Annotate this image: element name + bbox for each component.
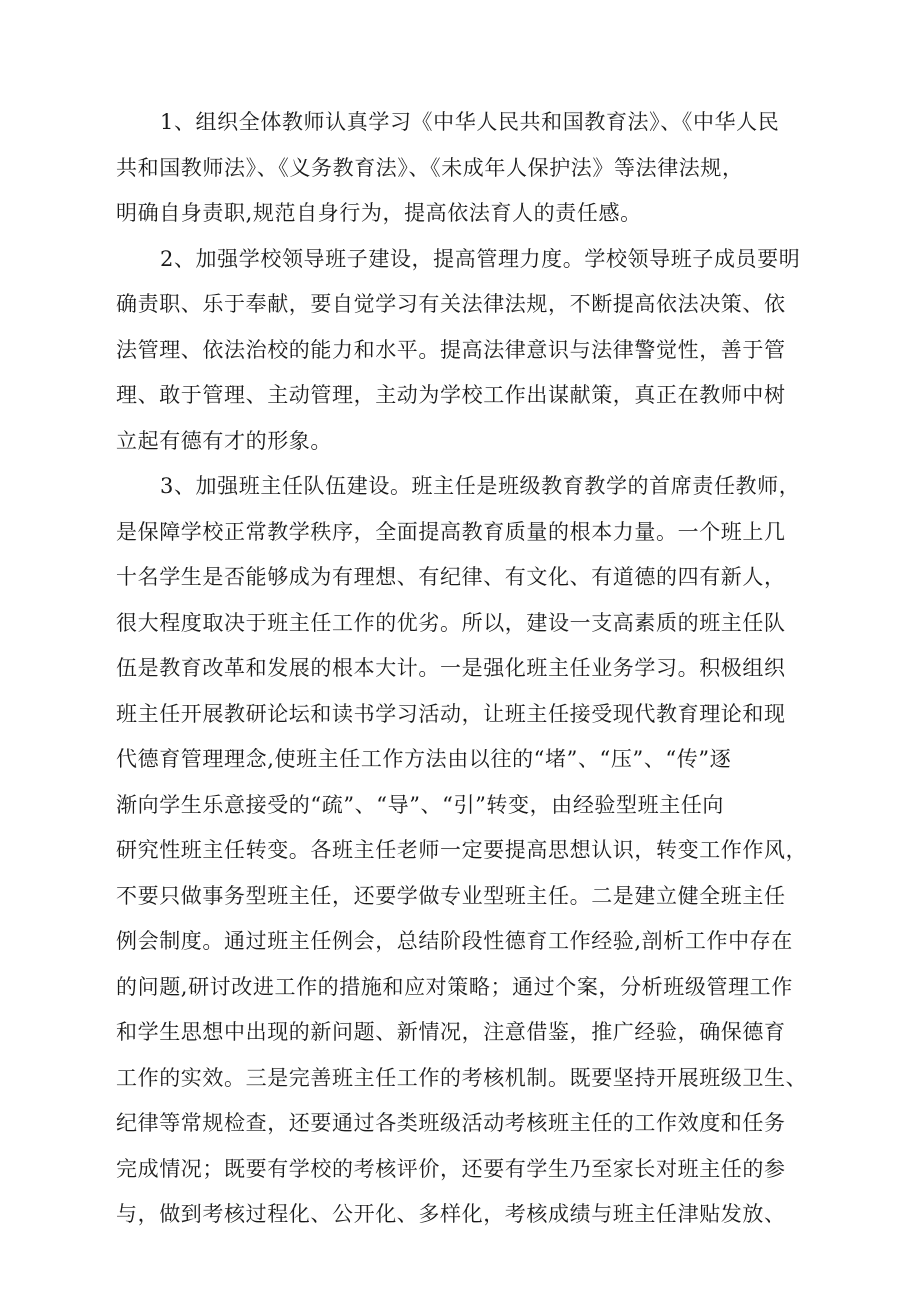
paragraph-line: 伍是教育改革和发展的根本大计。一是强化班主任业务学习。积极组织	[116, 656, 786, 680]
paragraph-line: 的问题,研讨改进工作的措施和应对策略；通过个案，分析班级管理工作	[116, 974, 793, 999]
paragraph-line: 代德育管理理念,使班主任工作方法由以往的“堵”、“压”、“传”逐	[116, 747, 732, 771]
paragraph-line: 纪律等常规检查，还要通过各类班级活动考核班主任的工作效度和任务	[116, 1111, 786, 1135]
paragraph-3	[116, 464, 836, 1238]
paragraph-line: 研究性班主任转变。各班主任老师一定要提高思想认识，转变工作作风，	[116, 838, 808, 862]
paragraph-line: 与，做到考核过程化、公开化、多样化，考核成绩与班主任津贴发放、	[116, 1202, 786, 1226]
paragraph-line: 共和国教师法》、《义务教育法》、《未成年人保护法》等法律法规，	[116, 155, 744, 180]
paragraph-line: 是保障学校正常教学秩序，全面提高教育质量的根本力量。一个班上几	[116, 519, 786, 544]
paragraph-line: 例会制度。通过班主任例会，总结阶段性德育工作经验,剖析工作中存在	[116, 929, 793, 953]
paragraph-line: 2、加强学校领导班子建设，提高管理力度。学校领导班子成员要明	[160, 246, 801, 271]
paragraph-1	[116, 100, 836, 237]
paragraph-line: 十名学生是否能够成为有理想、有纪律、有文化、有道德的四有新人，	[116, 565, 786, 589]
paragraph-2	[116, 237, 836, 465]
paragraph-line: 完成情况；既要有学校的考核评价，还要有学生乃至家长对班主任的参	[116, 1156, 786, 1181]
paragraph-line: 立起有德有才的形象。	[116, 428, 332, 453]
paragraph-line: 不要只做事务型班主任，还要学做专业型班主任。二是建立健全班主任	[116, 883, 786, 908]
paragraph-line: 3、加强班主任队伍建设。班主任是班级教育教学的首席责任教师，	[160, 474, 801, 498]
paragraph-line: 法管理、依法治校的能力和水平。提高法律意识与法律警觉性，善于管	[116, 337, 786, 362]
paragraph-line: 明确自身责职,规范自身行为，提高依法育人的责任感。	[116, 201, 642, 225]
paragraph-line: 确责职、乐于奉献，要自觉学习有关法律法规，不断提高依法决策、依	[116, 292, 786, 316]
paragraph-line: 班主任开展教研论坛和读书学习活动，让班主任接受现代教育理论和现	[116, 701, 786, 726]
paragraph-line: 理、敢于管理、主动管理，主动为学校工作出谋献策，真正在教师中树	[116, 383, 786, 407]
paragraph-line: 工作的实效。三是完善班主任工作的考核机制。既要坚持开展班级卫生、	[116, 1065, 808, 1090]
document-body	[116, 100, 836, 1238]
paragraph-line: 渐向学生乐意接受的“疏”、“导”、“引”转变，由经验型班主任向	[116, 792, 725, 817]
paragraph-line: 1、组织全体教师认真学习《中华人民共和国教育法》、《中华人民	[160, 110, 780, 134]
paragraph-line: 很大程度取决于班主任工作的优劣。所以，建设一支高素质的班主任队	[116, 610, 786, 635]
paragraph-line: 和学生思想中出现的新问题、新情况，注意借鉴，推广经验，确保德育	[116, 1020, 786, 1044]
